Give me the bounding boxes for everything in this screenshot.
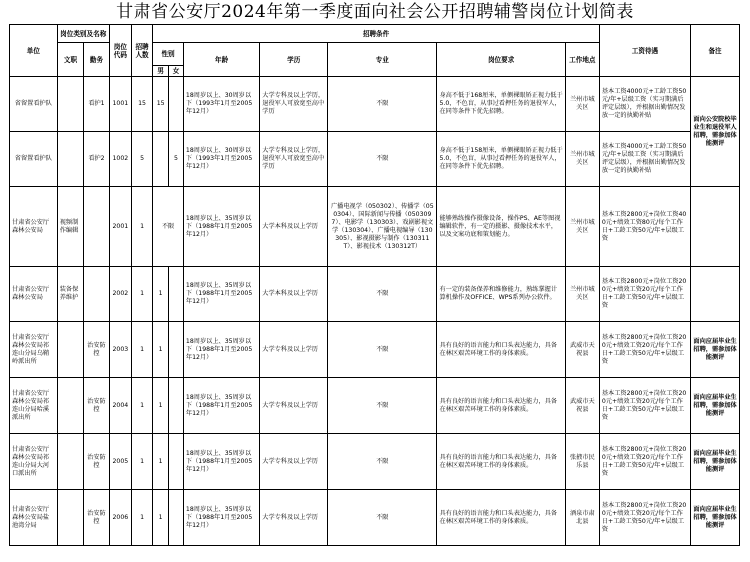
cell-major: 广播电视学（050302）、传播学（050304）、国际新闻与传播（0503097）、电影学（130303）、戏剧影视文学（130304）、广播电视编导（130305）、影视摄影与制作（130311T）、影视技术（130312T） [328, 187, 437, 267]
cell-salary: 基本工资2800元+岗位工资200元+绩效工资20元/每个工作日+工龄工资50元/年+层级工资 [599, 267, 690, 322]
cell-major: 不限 [328, 490, 437, 546]
cell-count: 1 [131, 378, 152, 434]
header-conditions: 招聘条件 [153, 25, 600, 43]
recruitment-table [9, 24, 740, 546]
table-row [10, 187, 740, 267]
cell-remark [691, 267, 740, 322]
cell-wenzhi: 装备保养维护 [57, 267, 84, 322]
cell-count: 1 [131, 434, 152, 490]
cell-education: 大学专科及以上学历 [260, 490, 328, 546]
cell-male: 1 [153, 434, 169, 490]
cell-wenzhi [57, 132, 84, 187]
cell-remark: 面向应届毕业生招聘，需参加体能测评 [691, 322, 740, 378]
cell-qinwu [84, 187, 109, 267]
cell-salary: 基本工资2800元+岗位工资200元+绩效工资20元/每个工作日+工龄工资50元/年+层级工资 [599, 322, 690, 378]
header-post-category: 岗位类别及名称 [57, 25, 109, 43]
cell-requirements: 具有良好的语言能力和口头表达能力，具备在林区艰苦环境工作的身体素质。 [437, 434, 565, 490]
cell-unit: 省留置看护队 [10, 132, 58, 187]
cell-salary: 基本工资4000元+工龄工资50元/年+层级工资（实习期满后评定层级），并根据出勤情况发放一定的执勤补贴 [599, 132, 690, 187]
cell-remark [691, 187, 740, 267]
table-body [10, 77, 740, 546]
table-row [10, 490, 740, 546]
cell-major: 不限 [328, 378, 437, 434]
cell-age: 18周岁以上、35周岁以下（1988年1月至2005年12月） [183, 267, 259, 322]
cell-requirements: 具有良好的语言能力和口头表达能力，具备在林区艰苦环境工作的身体素质。 [437, 322, 565, 378]
cell-education: 大学专科及以上学历，退役军人可放宽至高中学历 [260, 132, 328, 187]
cell-salary: 基本工资4000元+工龄工资50元/年+层级工资（实习期满后评定层级），并根据出勤情况发放一定的执勤补贴 [599, 77, 690, 132]
cell-location: 酒泉市肃北县 [565, 490, 599, 546]
cell-salary: 基本工资2800元+岗位工资400元+绩效工资80元/每个工作日+工龄工资50元/年+层级工资 [599, 187, 690, 267]
cell-qinwu: 治安防控 [84, 490, 109, 546]
cell-male: 1 [153, 490, 169, 546]
page-title: 甘肃省公安厅2024年第一季度面向社会公开招聘辅警岗位计划简表 [116, 2, 634, 22]
cell-remark: 面向应届毕业生招聘，需参加体能测评 [691, 434, 740, 490]
table-row [10, 378, 740, 434]
cell-location: 兰州市城关区 [565, 187, 599, 267]
cell-qinwu: 看护1 [84, 77, 109, 132]
table-row [10, 132, 740, 187]
cell-unit: 甘肃省公安厅森林公安局祁连山分局乌鞘岭派出所 [10, 322, 58, 378]
header-education: 学历 [260, 43, 328, 77]
cell-age: 18周岁以上、30周岁以下（1993年1月至2005年12月） [183, 132, 259, 187]
cell-age: 18周岁以上、35周岁以下（1988年1月至2005年12月） [183, 322, 259, 378]
cell-unit: 甘肃省公安厅森林公安局 [10, 187, 58, 267]
header-post-code: 岗位代码 [109, 25, 131, 77]
cell-age: 18周岁以上、35周岁以下（1988年1月至2005年12月） [183, 490, 259, 546]
cell-count: 1 [131, 187, 152, 267]
cell-remark: 面向应届毕业生招聘，需参加体能测评 [691, 378, 740, 434]
cell-salary: 基本工资2800元+岗位工资200元+绩效工资20元/每个工作日+工龄工资50元/年+层级工资 [599, 490, 690, 546]
cell-count: 1 [131, 322, 152, 378]
cell-count: 15 [131, 77, 152, 132]
table-row [10, 77, 740, 132]
header-headcount: 招聘人数 [131, 25, 152, 77]
cell-age: 18周岁以上、35周岁以下（1988年1月至2005年12月） [183, 187, 259, 267]
cell-female [169, 378, 184, 434]
cell-wenzhi [57, 322, 84, 378]
cell-female [169, 267, 184, 322]
cell-education: 大学本科及以上学历 [260, 267, 328, 322]
header-qinwu: 勤务 [84, 43, 109, 77]
cell-unit: 甘肃省公安厅森林公安局祁连山分局大河口派出所 [10, 434, 58, 490]
cell-code: 2002 [109, 267, 131, 322]
cell-gender-any: 不限 [153, 187, 184, 267]
cell-education: 大学本科及以上学历 [260, 187, 328, 267]
header-gender: 性别 [153, 43, 184, 66]
cell-wenzhi [57, 490, 84, 546]
cell-requirements: 能够熟练操作摄像设备，操作PS、AE等图视编辑软件，有一定的摄影、摄像技术水平，以及文案功底和策划能力。 [437, 187, 565, 267]
table-row [10, 267, 740, 322]
cell-education: 大学专科及以上学历 [260, 322, 328, 378]
cell-remark: 面向应届毕业生招聘，需参加体能测评 [691, 490, 740, 546]
cell-location: 张掖市民乐县 [565, 434, 599, 490]
cell-salary: 基本工资2800元+岗位工资200元+绩效工资20元/每个工作日+工龄工资50元/年+层级工资 [599, 378, 690, 434]
cell-male: 1 [153, 378, 169, 434]
header-salary: 工资待遇 [599, 25, 690, 77]
header-age: 年龄 [183, 43, 259, 77]
cell-unit: 甘肃省公安厅森林公安局祁连山分局哈溪派出所 [10, 378, 58, 434]
table-row [10, 322, 740, 378]
cell-code: 1001 [109, 77, 131, 132]
cell-qinwu: 看护2 [84, 132, 109, 187]
cell-major: 不限 [328, 132, 437, 187]
cell-wenzhi [57, 378, 84, 434]
header-wenzhi: 文职 [57, 43, 84, 77]
cell-female: 5 [169, 132, 184, 187]
cell-male: 15 [153, 77, 169, 132]
cell-unit: 省留置看护队 [10, 77, 58, 132]
cell-location: 兰州市城关区 [565, 267, 599, 322]
header-unit: 单位 [10, 25, 58, 77]
cell-age: 18周岁以上、30周岁以下（1993年1月至2005年12月） [183, 77, 259, 132]
cell-wenzhi [57, 434, 84, 490]
cell-major: 不限 [328, 322, 437, 378]
header-work-location: 工作地点 [565, 43, 599, 77]
cell-major: 不限 [328, 434, 437, 490]
cell-major: 不限 [328, 267, 437, 322]
cell-code: 2004 [109, 378, 131, 434]
cell-age: 18周岁以上、35周岁以下（1988年1月至2005年12月） [183, 434, 259, 490]
table-row [10, 434, 740, 490]
cell-salary: 基本工资2800元+岗位工资200元+绩效工资20元/每个工作日+工龄工资50元/年+层级工资 [599, 434, 690, 490]
header-female: 女 [169, 66, 184, 77]
cell-education: 大学专科及以上学历 [260, 378, 328, 434]
cell-requirements: 有一定的装备保养和维修能力，熟练掌握计算机操作及OFFICE、WPS系列办公软件。 [437, 267, 565, 322]
cell-remark: 面向公安院校毕业生和退役军人招聘，需参加体能测评 [691, 77, 740, 187]
cell-count: 1 [131, 267, 152, 322]
cell-male: 1 [153, 322, 169, 378]
cell-unit: 甘肃省公安厅森林公安局 [10, 267, 58, 322]
cell-wenzhi [57, 77, 84, 132]
cell-code: 2003 [109, 322, 131, 378]
cell-female [169, 490, 184, 546]
cell-male: 1 [153, 267, 169, 322]
cell-count: 1 [131, 490, 152, 546]
cell-qinwu: 治安防控 [84, 322, 109, 378]
cell-location: 武威市天祝县 [565, 378, 599, 434]
cell-location: 武威市天祝县 [565, 322, 599, 378]
cell-unit: 甘肃省公安厅森林公安局盐池湾分局 [10, 490, 58, 546]
cell-male [153, 132, 169, 187]
cell-location: 兰州市城关区 [565, 132, 599, 187]
cell-education: 大学专科及以上学历 [260, 434, 328, 490]
cell-education: 大学专科及以上学历，退役军人可放宽至高中学历 [260, 77, 328, 132]
cell-female [169, 434, 184, 490]
cell-location: 兰州市城关区 [565, 77, 599, 132]
cell-qinwu: 治安防控 [84, 434, 109, 490]
cell-qinwu: 治安防控 [84, 378, 109, 434]
cell-code: 2006 [109, 490, 131, 546]
cell-major: 不限 [328, 77, 437, 132]
cell-wenzhi: 视频制作编辑 [57, 187, 84, 267]
cell-code: 2001 [109, 187, 131, 267]
cell-requirements: 身高不低于168厘米，单侧裸眼矫正视力低于5.0，不色盲，从事过看押任务的退役军人，在同等条件下优先招聘。 [437, 77, 565, 132]
cell-female [169, 322, 184, 378]
cell-code: 1002 [109, 132, 131, 187]
cell-female [169, 77, 184, 132]
header-remarks: 备注 [691, 25, 740, 77]
header-requirements: 岗位要求 [437, 43, 565, 77]
cell-age: 18周岁以上、35周岁以下（1988年1月至2005年12月） [183, 378, 259, 434]
cell-qinwu [84, 267, 109, 322]
cell-code: 2005 [109, 434, 131, 490]
header-major: 专业 [328, 43, 437, 77]
header-male: 男 [153, 66, 169, 77]
cell-requirements: 具有良好的语言能力和口头表达能力，具备在林区艰苦环境工作的身体素质。 [437, 490, 565, 546]
table-header [10, 25, 740, 77]
cell-requirements: 身高不低于158厘米，单侧裸眼矫正视力低于5.0，不色盲，从事过看押任务的退役军人，在同等条件下优先招聘。 [437, 132, 565, 187]
cell-requirements: 具有良好的语言能力和口头表达能力，具备在林区艰苦环境工作的身体素质。 [437, 378, 565, 434]
cell-count: 5 [131, 132, 152, 187]
